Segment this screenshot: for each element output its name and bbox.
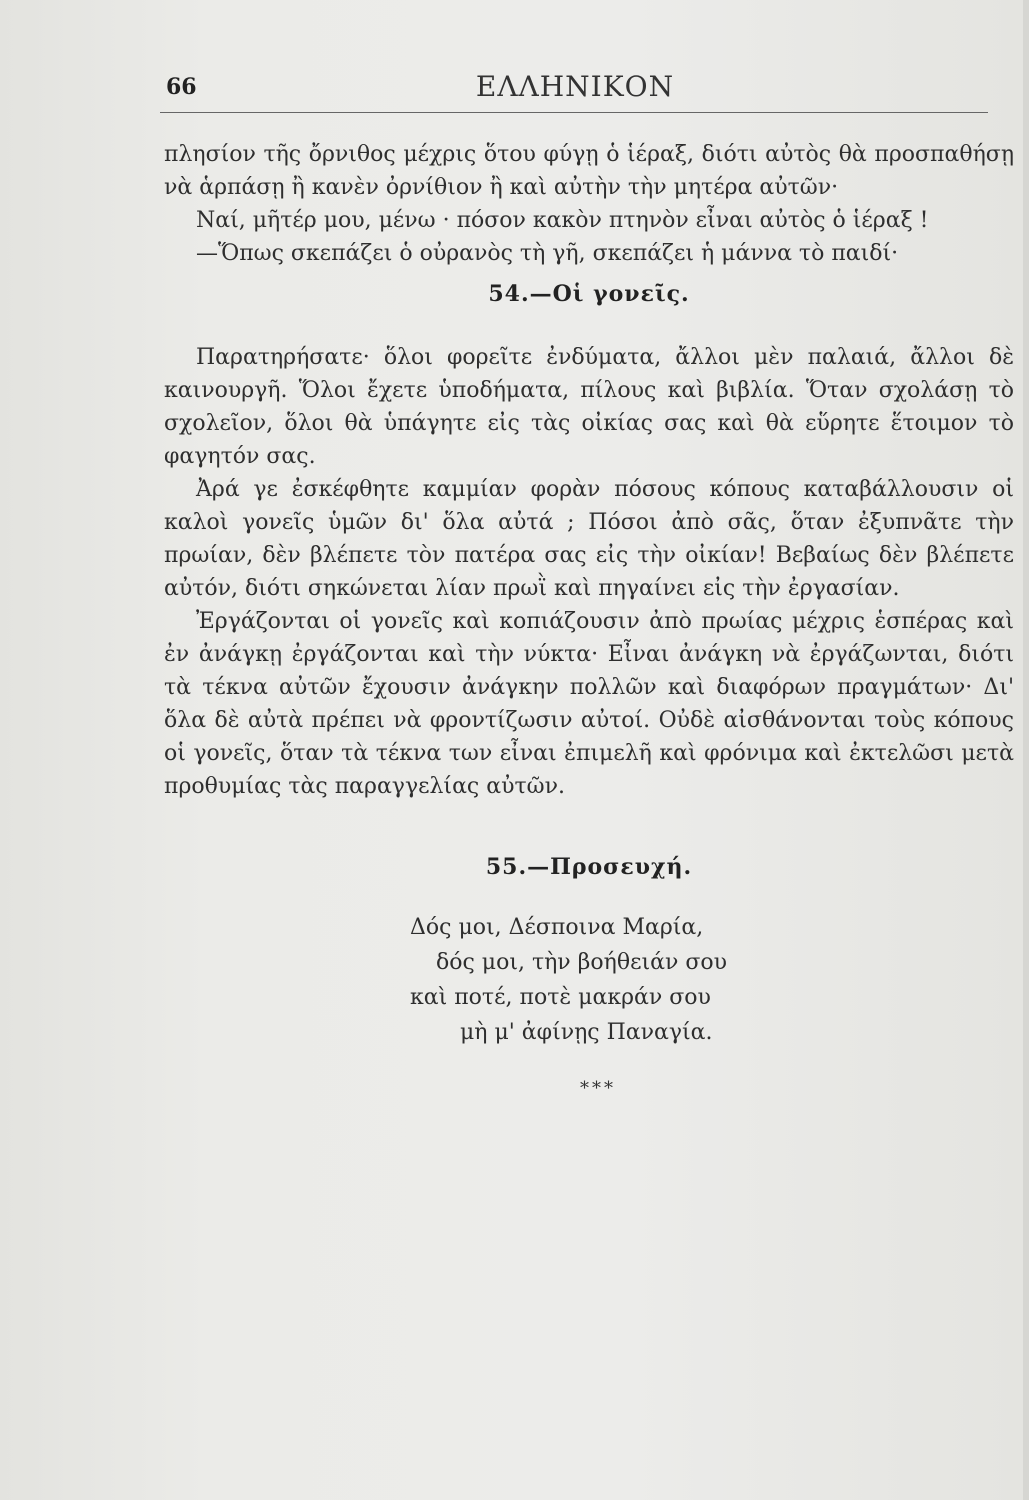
paragraph-dialogue: Ναί, μῆτέρ μου, μένω · πόσον κακὸν πτηνὸν εἶναι αὐτὸς ὁ ἱέραξ ! xyxy=(196,208,929,233)
page-number: 66 xyxy=(166,74,197,100)
page-body xyxy=(164,138,1014,1105)
paragraph-proverb: —Ὅπως σκεπάζει ὁ οὐρανὸς τὴ γῆ, σκεπάζει ἡ μάννα τὸ παιδί· xyxy=(196,241,899,266)
paragraph-54-3: Ἐργάζονται οἱ γονεῖς καὶ κοπιάζουσιν ἀπὸ πρωίας μέχρις ἑσπέρας καὶ ἐν ἀνάγκῃ ἐργάζονται καὶ τὴν νύκτα· Εἶναι ἀνάγκη νὰ ἐργάζωνται, διότι τὰ τέκνα αὐτῶν ἔχουσιν ἀνάγκην πολλῶν καὶ διαφόρων πραγμάτων· Δι' ὅλα δὲ αὐτὰ πρέπει νὰ φροντίζωσιν αὐτοί. Οὐδὲ αἰσθάνονται τοὺς κόπους οἱ γονεῖς, ὅταν τὰ τέκνα των εἶναι ἐπιμελῆ καὶ φρόνιμα καὶ ἐκτελῶσι μετὰ προθυμίας τὰς παραγγελίας αὐτῶν. xyxy=(164,609,1014,799)
page-edge xyxy=(1023,0,1029,1500)
poem-line: μὴ μ' ἀφίνῃς Παναγία. xyxy=(460,1020,713,1045)
paragraph-continued: πλησίον τῆς ὄρνιθος μέχρις ὅτου φύγῃ ὁ ἱέραξ, διότι αὐτὸς θὰ προσπαθήσῃ νὰ ἁρπάσῃ ἢ κανὲν ὀρνίθιον ἢ καὶ αὐτὴν τὴν μητέρα αὐτῶν· xyxy=(164,142,1014,200)
poem-line: καὶ ποτέ, ποτὲ μακράν σου xyxy=(410,985,711,1010)
running-title: ΕΛΛΗΝΙΚΟΝ xyxy=(475,70,675,103)
prayer-poem xyxy=(410,910,910,1050)
header-rule xyxy=(160,112,988,113)
poem-line: Δός μοι, Δέσποινα Μαρία, xyxy=(410,915,704,940)
end-ornament: *** xyxy=(580,1078,616,1099)
paragraph-54-2: Ἀρά γε ἐσκέφθητε καμμίαν φορὰν πόσους κόπους καταβάλλουσιν οἱ καλοὶ γονεῖς ὑμῶν δι' ὅλα αὐτά ; Πόσοι ἀπὸ σᾶς, ὅταν ἐξυπνᾶτε τὴν πρωίαν, δὲν βλέπετε τὸν πατέρα σας εἰς τὴν οἰκίαν! Βεβαίως δὲν βλέπετε αὐτόν, διότι σηκώνεται λίαν πρωῒ καὶ πηγαίνει εἰς τὴν ἐργασίαν. xyxy=(164,477,1014,601)
paragraph-54-1: Παρατηρήσατε· ὅλοι φορεῖτε ἐνδύματα, ἄλλοι μὲν παλαιά, ἄλλοι δὲ καινουργῆ. Ὅλοι ἔχετε ὑποδήματα, πίλους καὶ βιβλία. Ὅταν σχολάσῃ τὸ σχολεῖον, ὅλοι θὰ ὑπάγητε εἰς τὰς οἰκίας σας καὶ θὰ εὕρητε ἕτοιμον τὸ φαγητόν σας. xyxy=(164,345,1014,469)
section-heading-54: 54.—Οἱ γονεῖς. xyxy=(488,281,690,307)
page-header xyxy=(160,64,990,114)
section-heading-55: 55.—Προσευχή. xyxy=(485,854,693,880)
poem-line: δός μοι, τὴν βοήθειάν σου xyxy=(436,950,727,975)
